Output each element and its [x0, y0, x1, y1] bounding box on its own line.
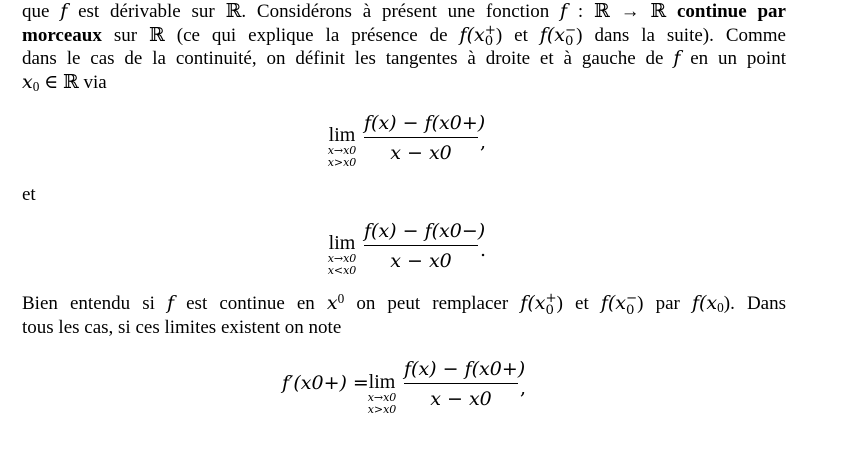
limit-operator: lim x→x0 x<x0 [327, 232, 357, 277]
paragraph-2 [22, 292, 786, 339]
numerator: f(x) − f(x0+) [404, 358, 526, 380]
lhs: f′(x0+) = [282, 372, 369, 394]
paragraph-1-line-1: que f est dérivable sur ℝ. Considérons à présent une fonction f : ℝ → ℝ continue par [22, 0, 786, 22]
limit-operator: lim x→x0 x>x0 [367, 371, 397, 416]
punctuation: . [480, 239, 487, 261]
difference-quotient [364, 112, 486, 164]
denominator: x − x0 [390, 250, 452, 272]
paragraph-2-line-1: Bien entendu si f est continue en $x^0$ on peut remplacer f(x + 0 ) et f(x − 0 ) par $f(x_0)$. Dans [22, 291, 786, 318]
paragraph-1 [22, 0, 786, 94]
denominator: x − x0 [430, 388, 492, 410]
connector-et: et [22, 184, 36, 205]
paragraph-2-line-2: tous les cas, si ces limites existent on note [22, 316, 342, 338]
denominator: x − x0 [390, 142, 452, 164]
punctuation: , [520, 377, 527, 399]
numerator: f(x) − f(x0+) [364, 112, 486, 134]
numerator: f(x) − f(x0−) [364, 220, 486, 242]
paragraph-1-line-3: dans le cas de la continuité, on définit les tangentes à droite et à gauche de f en un point [22, 47, 786, 70]
difference-quotient [364, 220, 486, 272]
paragraph-1-line-4: $x_0$ ∈ ℝ via [22, 70, 107, 95]
paragraph-1-line-2: morceaux sur ℝ (ce qui explique la présence de f(x + 0 ) et f(x − 0 ) dans la suite). Comme [22, 22, 786, 50]
limit-operator: lim x→x0 x>x0 [327, 124, 357, 169]
difference-quotient [404, 358, 526, 410]
punctuation: , [480, 131, 487, 153]
